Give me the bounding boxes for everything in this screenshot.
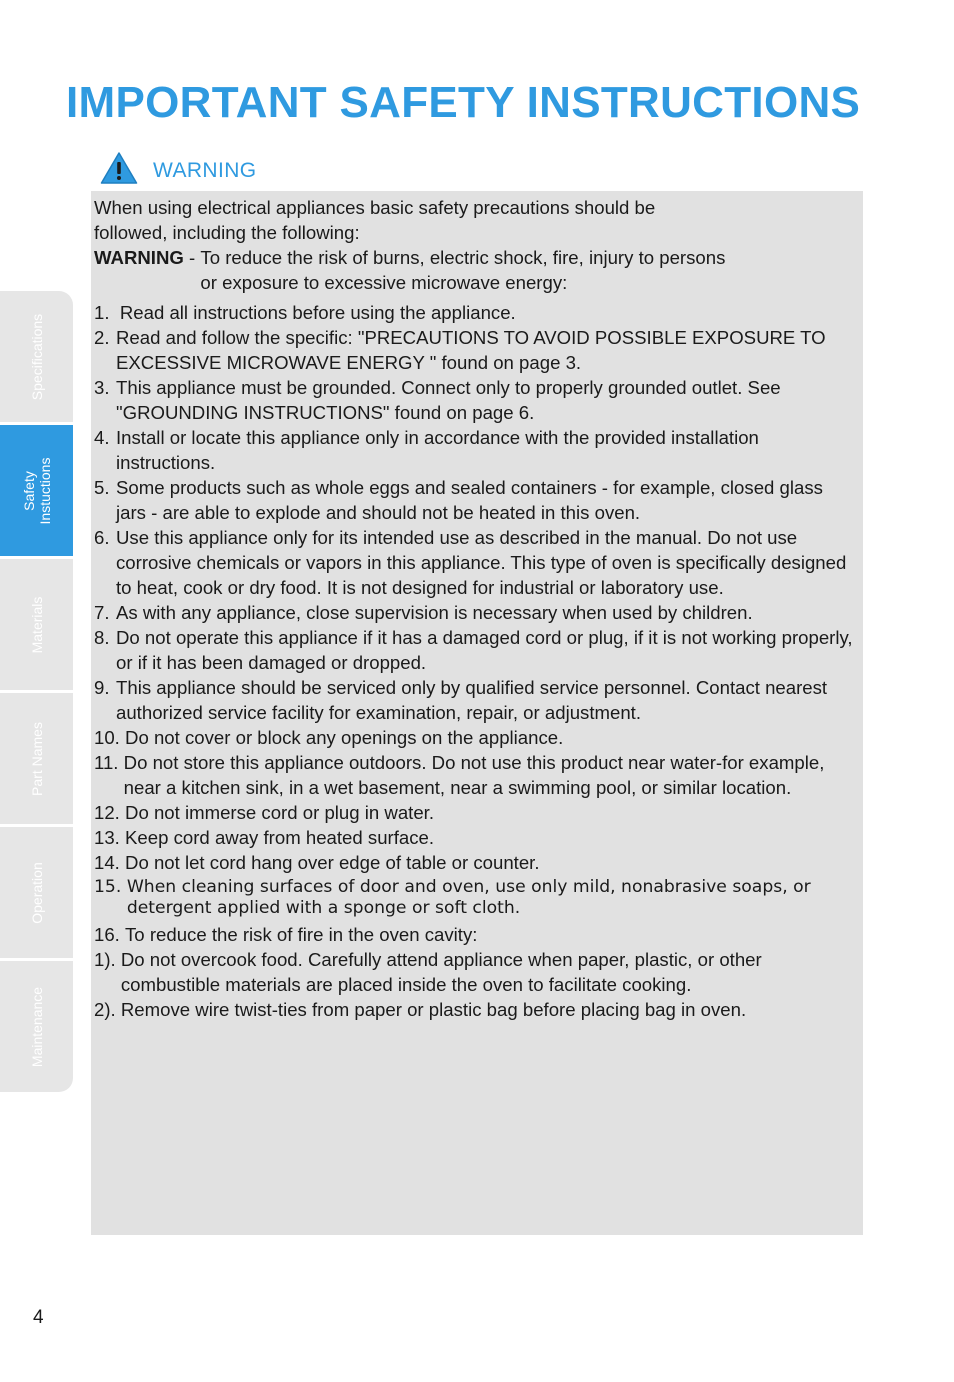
intro-line: followed, including the following: [94,222,360,243]
item-number: 5. [94,477,115,498]
warning-statement [94,245,855,295]
item-text: This appliance must be grounded. Connect only to properly grounded outlet. See "GROUNDING INSTRUCTIONS" found on page 6. [116,377,781,423]
page-number: 4 [33,1307,44,1328]
list-item [94,425,855,475]
item-number: 16. [94,924,126,945]
list-item [94,300,855,325]
warning-dash: - [183,247,201,268]
list-item [94,600,855,625]
item-text: As with any appliance, close supervision is necessary when used by children. [116,602,753,623]
item-text: Keep cord away from heated surface. [125,827,435,848]
tab-label: Maintenance [28,986,45,1067]
item-text: Install or locate this appliance only in accordance with the provided installation instructions. [116,427,759,473]
item-text: Do not store this appliance outdoors. Do not use this product near water-for example, near a kitchen sink, in a wet basement, near a swimming pool, or similar location. [123,752,825,798]
sub-list-item [94,997,855,1022]
tab-label: Operation [28,861,45,924]
item-text: Use this appliance only for its intended use as described in the manual. Do not use corrosive chemicals or vapors in this appliance. This type of oven is specifically designed to heat, cook or dry food. It is not designed for industrial or laboratory use. [116,527,847,598]
list-item [94,375,855,425]
sub-item-number: 1). [94,949,121,970]
instruction-list [94,300,855,947]
item-number: 13. [94,827,126,848]
warning-text-line: To reduce the risk of burns, electric shock, fire, injury to persons [200,247,726,268]
item-number: 7. [94,602,115,623]
list-item [94,525,855,600]
intro-block [94,195,855,295]
tab-specifications[interactable] [0,291,73,422]
tab-label: Part Names [28,721,45,796]
item-number: 8. [94,627,115,648]
section-tabs [0,291,73,1095]
sub-item-text: Do not overcook food. Carefully attend appliance when paper, plastic, or other combustible materials are placed inside the oven to facilitate cooking. [120,949,762,995]
page-title: IMPORTANT SAFETY INSTRUCTIONS [66,78,861,127]
item-text: Do not cover or block any openings on the appliance. [125,727,564,748]
list-item [94,800,855,825]
sub-list-item [94,947,855,997]
item-number: 12. [94,802,126,823]
item-number: 9. [94,677,115,698]
item-text: Read all instructions before using the appliance. [119,302,516,323]
tab-safety-instructions[interactable] [0,425,73,556]
warning-header [100,148,257,188]
tab-label: Materials [28,596,45,653]
sub-item-number: 2). [94,999,121,1020]
item-text: Read and follow the specific: "PRECAUTIONS TO AVOID POSSIBLE EXPOSURE TO EXCESSIVE MICROWAVE ENERGY " found on page 3. [116,327,826,373]
instructions-panel [91,191,863,1235]
list-item [94,625,855,675]
intro-line: When using electrical appliances basic safety precautions should be [94,197,656,218]
warning-text [200,245,725,295]
list-item [94,877,855,919]
warning-triangle-icon [100,151,138,185]
item-text: Do not operate this appliance if it has a damaged cord or plug, if it is not working properly, or if it has been damaged or dropped. [116,627,853,673]
list-item [94,475,855,525]
sub-instruction-list [94,947,855,1022]
sub-item-text: Remove wire twist-ties from paper or plastic bag before placing bag in oven. [120,999,747,1020]
tab-label: Safety Instuctions [20,457,53,524]
warning-label: WARNING [153,159,257,182]
list-item [94,750,855,800]
tab-operation[interactable] [0,827,73,958]
list-item [94,725,855,750]
item-text: Do not let cord hang over edge of table or counter. [125,852,540,873]
tab-maintenance[interactable] [0,961,73,1092]
item-number: 11. [94,752,124,773]
item-number: 14. [94,852,126,873]
list-item [94,922,855,947]
item-number: 2. [94,327,115,348]
tab-materials[interactable] [0,559,73,690]
list-item [94,825,855,850]
item-number: 3. [94,377,115,398]
tab-part-names[interactable] [0,693,73,824]
item-text: Some products such as whole eggs and sealed containers - for example, closed glass jars - are able to explode and should not be heated in this oven. [116,477,823,523]
item-number: 15. [94,877,127,897]
list-item [94,325,855,375]
list-item [94,850,855,875]
warning-text-line: or exposure to excessive microwave energy: [200,272,568,293]
item-number: 6. [94,527,115,548]
item-text: To reduce the risk of fire in the oven cavity: [125,924,478,945]
item-text: Do not immerse cord or plug in water. [125,802,435,823]
item-text: This appliance should be serviced only by qualified service personnel. Contact nearest authorized service facility for examination, repair, or adjustment. [116,677,828,723]
item-number: 4. [94,427,115,448]
item-number: 10. [94,727,126,748]
warning-bold: WARNING [94,247,184,268]
list-item [94,675,855,725]
item-number: 1. [94,302,120,323]
item-text: When cleaning surfaces of door and oven, use only mild, nonabrasive soaps, or detergent applied with a sponge or soft cloth. [126,877,811,918]
tab-label: Specifications [28,313,45,400]
